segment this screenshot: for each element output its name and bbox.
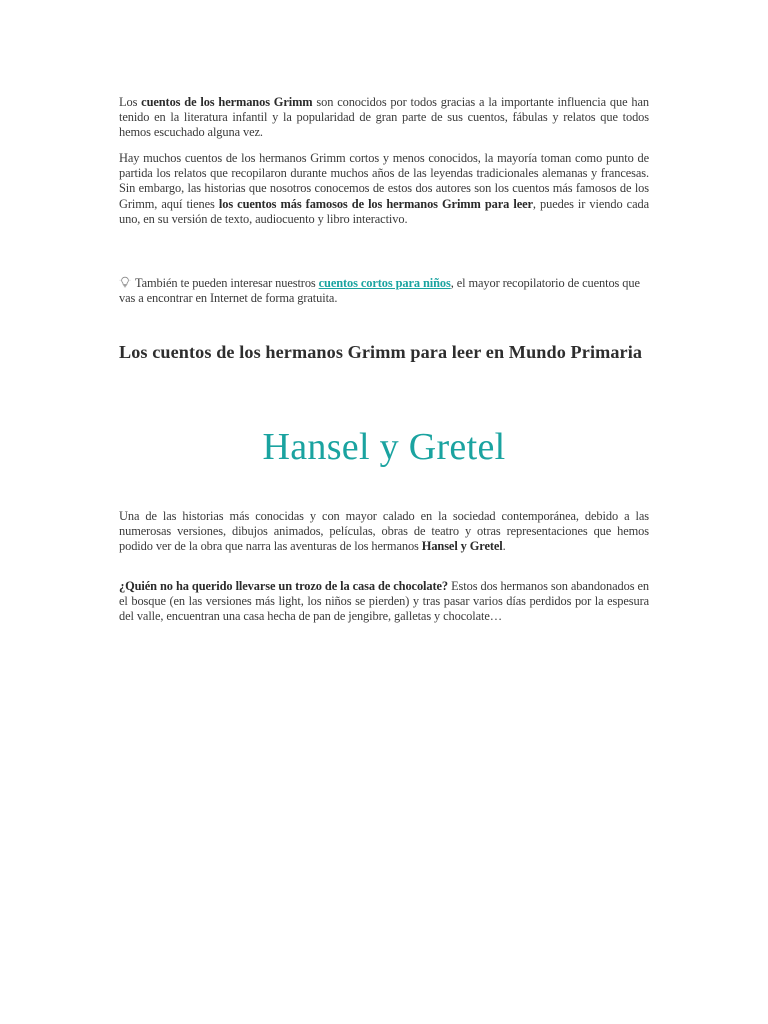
text-run: . <box>502 539 506 554</box>
short-stories-link[interactable]: cuentos cortos para niños <box>318 276 451 290</box>
lightbulb-icon <box>119 276 131 288</box>
text-run: Estos dos hermanos son abandonados en el bosque (en las versiones más light, los niños se pierden) y tras pasar varios días perdidos por la espesura del valle, encuentran una casa hecha de pan de jengibre, galletas y chocolate… <box>119 579 649 624</box>
text-run: , puedes ir viendo cada uno, en su versión de texto, audiocuento y libro interactivo. <box>119 196 649 226</box>
bold-text-run: Hansel y Gretel <box>421 539 503 554</box>
text-run: Los <box>119 95 142 109</box>
story-title: Hansel y Gretel <box>262 426 506 468</box>
bold-text-run: cuentos de los hermanos Grimm <box>141 95 313 109</box>
section-heading: Los cuentos de los hermanos Grimm para leer en Mundo Primaria <box>119 342 643 362</box>
text-run: Una de las historias más conocidas y con mayor calado en la sociedad contemporánea, debido a las numerosas versiones, dibujos animados, películas, obras de teatro y otras representaciones que hemos podido ver de la obra que narra las aventuras de los hermanos <box>119 509 649 554</box>
tip-text-after: , el mayor recopilatorio de cuentos que vas a encontrar en Internet de forma gratuita. <box>119 276 640 306</box>
text-run: son conocidos por todos gracias a la importante influencia que han tenido en la literatura infantil y la popularidad de gran parte de sus cuentos, fábulas y relatos que todos hemos escuchado alguna vez. <box>119 95 649 140</box>
bold-text-run: ¿Quién no ha querido llevarse un trozo de la casa de chocolate? <box>119 579 449 593</box>
recommendation-tip <box>119 276 649 306</box>
bold-text-run: los cuentos más famosos de los hermanos Grimm para leer <box>218 196 533 211</box>
text-run: Hay muchos cuentos de los hermanos Grimm cortos y menos conocidos, la mayoría toman como punto de partida los relatos que recopilaron durante muchos años de las leyendas tradicionales alemanas y francesas. Sin embargo, las historias que nosotros conocemos de estos dos autores son los cuentos más famosos de los Grimm, aquí tienes <box>119 151 649 211</box>
tip-text-before: También te pueden interesar nuestros <box>135 276 319 290</box>
grimm-description-paragraph <box>119 151 649 227</box>
story-question-paragraph <box>119 579 649 625</box>
story-intro-paragraph <box>119 509 649 555</box>
intro-paragraph <box>119 95 649 141</box>
